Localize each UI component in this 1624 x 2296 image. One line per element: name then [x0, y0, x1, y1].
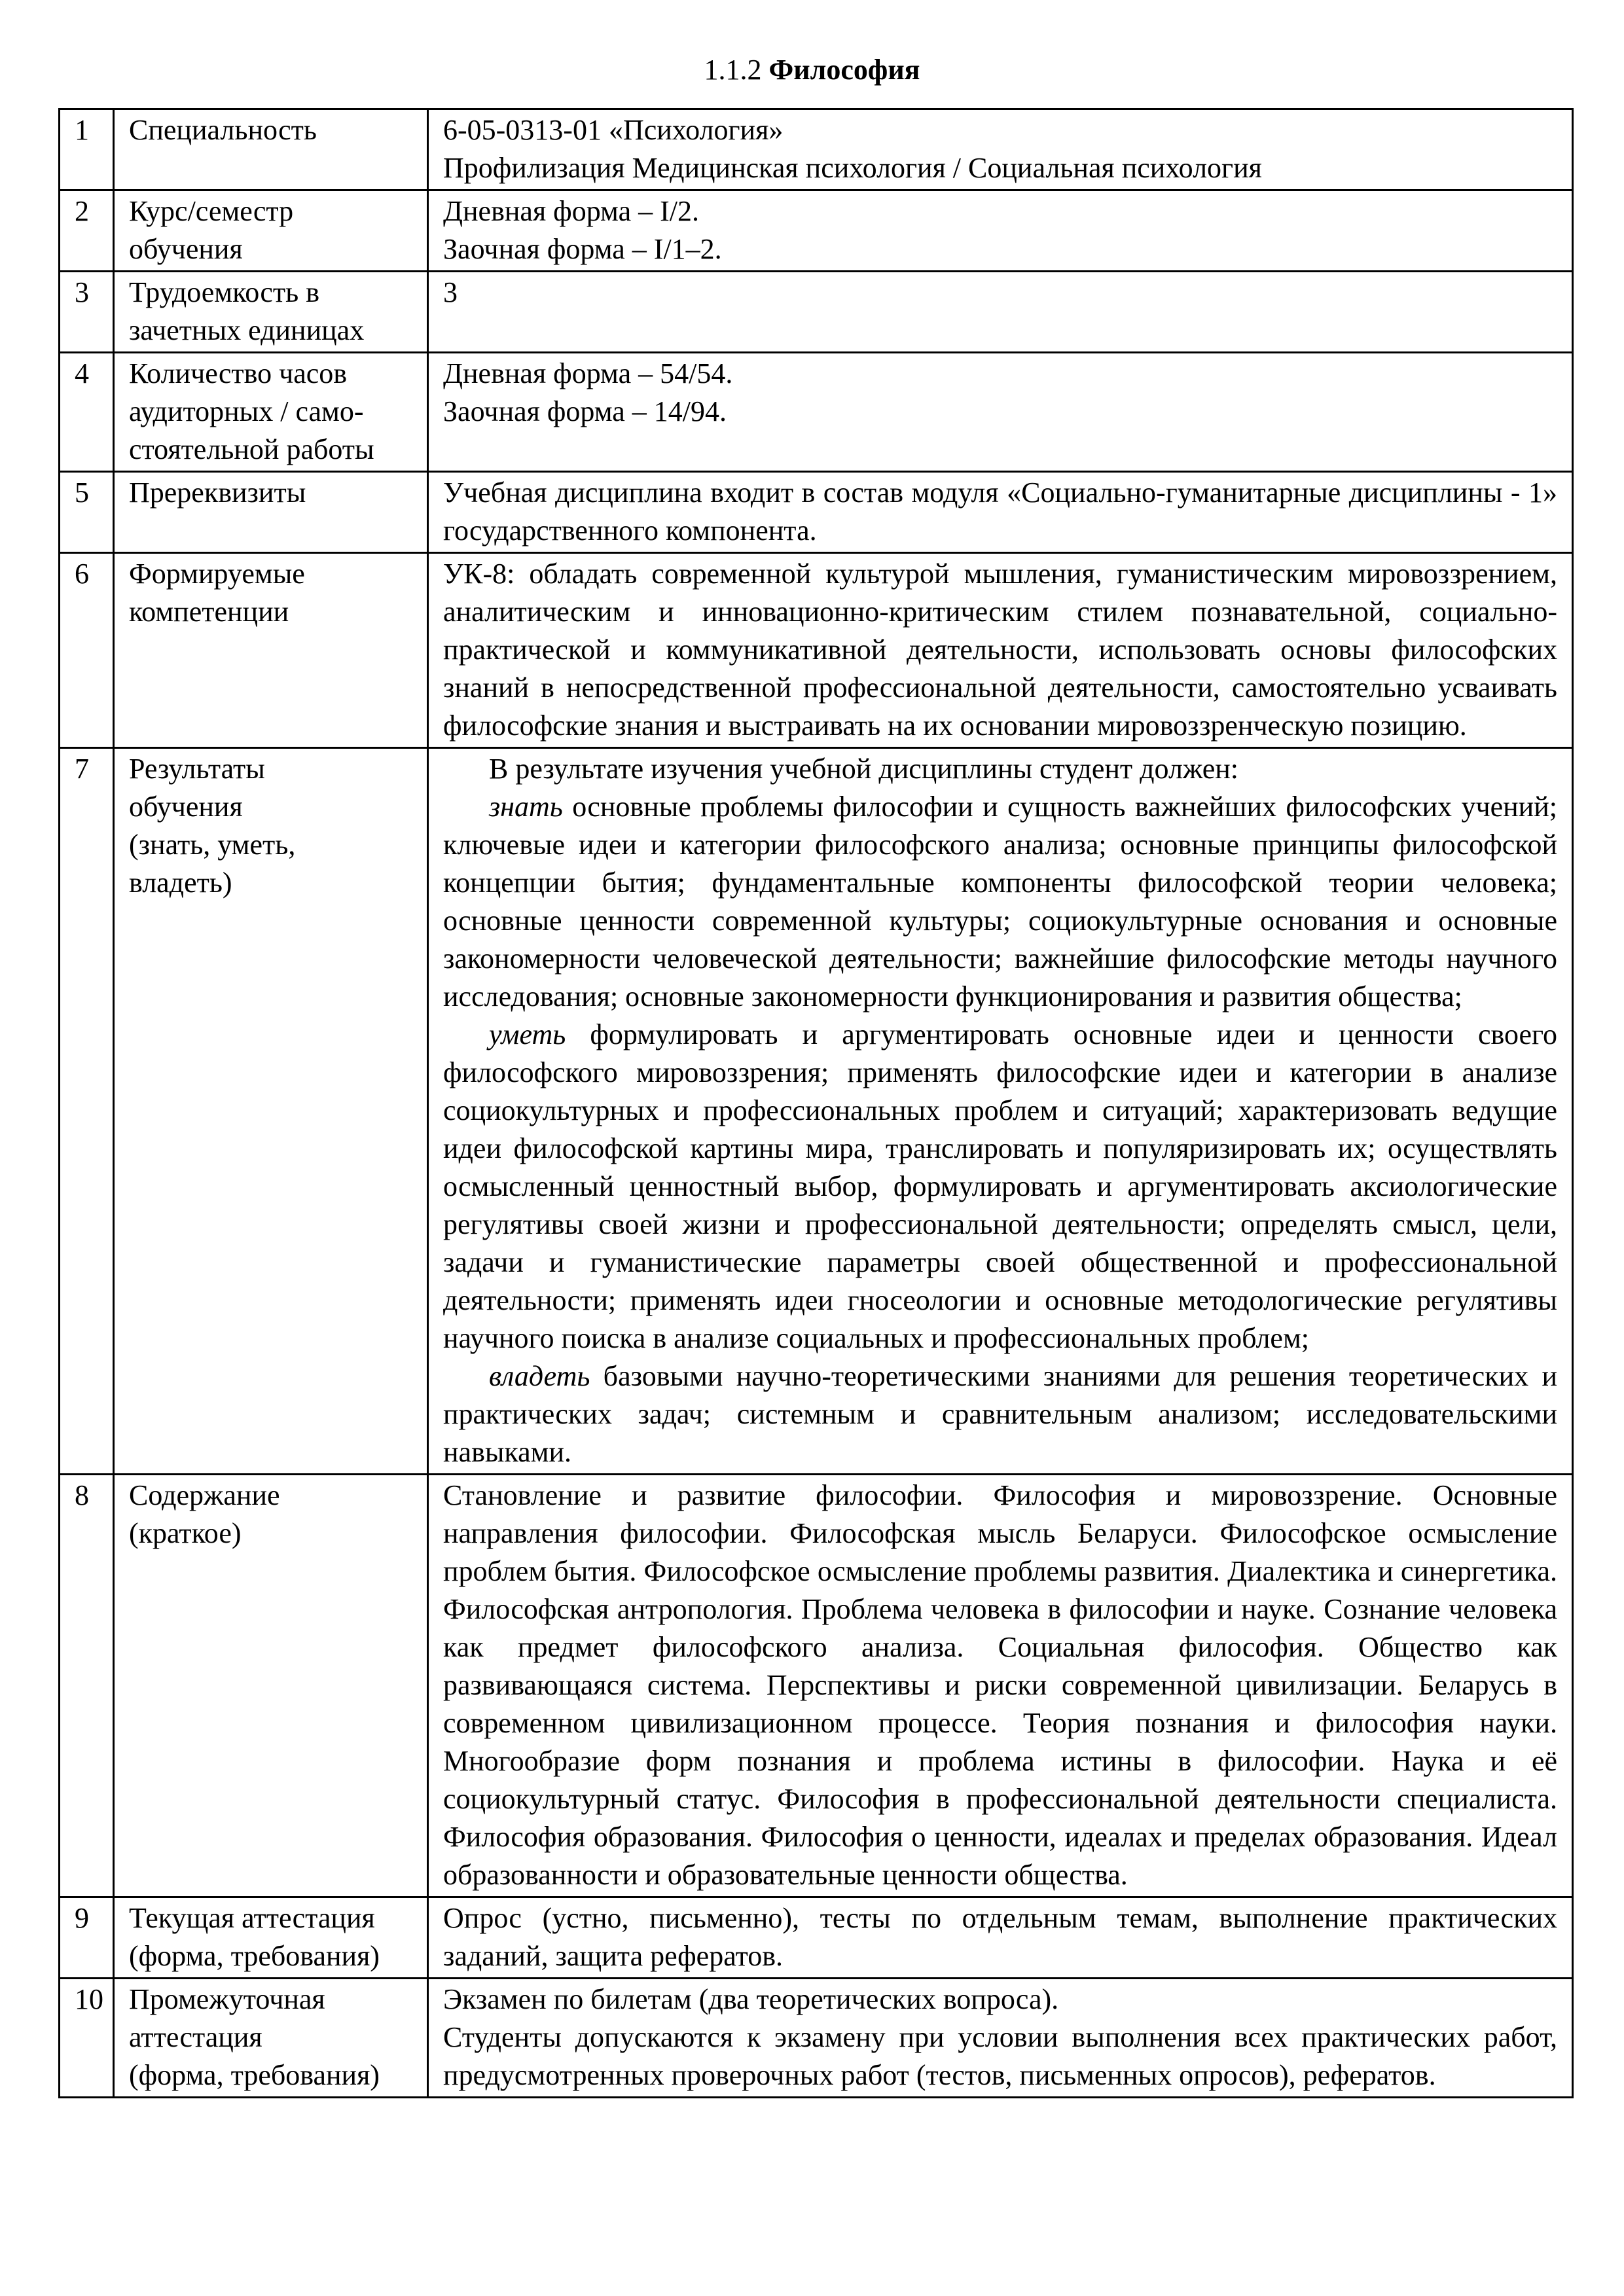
row-content: Учебная дисциплина входит в состав модуля «Социально-гуманитарные дисциплины - 1» государственного компонента.: [428, 472, 1573, 553]
row-content: Экзамен по билетам (два теоретических вопроса). Студенты допускаются к экзамену при условии выполнения всех практических работ, предусмотренных проверочных работ (тестов, письменных опросов), рефератов.: [428, 1979, 1573, 2098]
row-number: 2: [60, 190, 114, 272]
table-row: [60, 553, 1573, 748]
table-row: [60, 472, 1573, 553]
row-content: 6-05-0313-01 «Психология» Профилизация Медицинская психология / Социальная психология: [428, 109, 1573, 190]
row-number: 7: [60, 748, 114, 1475]
row-number: 4: [60, 353, 114, 472]
row-content: 3: [428, 272, 1573, 353]
title-name: Философия: [768, 54, 920, 86]
row-label: Промежуточная аттестация (форма, требования): [114, 1979, 428, 2098]
learning-intro: В результате изучения учебной дисциплины студент должен:: [489, 753, 1239, 785]
table-row: [60, 109, 1573, 190]
learning-own: владеть базовыми научно-теоретическими знаниями для решения теоретических и практических задач; системным и сравнительным анализом; исследовательскими навыками.: [443, 1360, 1557, 1468]
table-row: [60, 1475, 1573, 1897]
row-number: 8: [60, 1475, 114, 1897]
title-number: 1.1.2: [704, 54, 762, 86]
table-row: [60, 190, 1573, 272]
row-number: 5: [60, 472, 114, 553]
row-number: 10: [60, 1979, 114, 2098]
row-label: Количество часов аудиторных / само- стоятельной работы: [114, 353, 428, 472]
row-label: Трудоемкость в зачетных единицах: [114, 272, 428, 353]
row-content: Дневная форма – 54/54. Заочная форма – 14/94.: [428, 353, 1573, 472]
row-label: Результаты обучения (знать, уметь, владеть): [114, 748, 428, 1475]
row-label: Формируемые компетенции: [114, 553, 428, 748]
row-label: Пререквизиты: [114, 472, 428, 553]
table-row: [60, 353, 1573, 472]
row-content: Дневная форма – I/2. Заочная форма – I/1–2.: [428, 190, 1573, 272]
page-title: [0, 51, 1624, 89]
table-row: [60, 748, 1573, 1475]
row-label: Курс/семестр обучения: [114, 190, 428, 272]
row-number: 3: [60, 272, 114, 353]
row-label: Содержание (краткое): [114, 1475, 428, 1897]
row-number: 6: [60, 553, 114, 748]
row-content: [428, 748, 1573, 1475]
row-content: УК-8: обладать современной культурой мышления, гуманистическим мировоззрением, аналитическим и инновационно-критическим стилем познавательной, социально-практической и коммуникативной деятельности, использовать основы философских знаний в непосредственной профессиональной деятельности, самостоятельно усваивать философские знания и выстраивать на их основании мировоззренческую позицию.: [428, 553, 1573, 748]
course-card-table: [58, 108, 1574, 2098]
table-row: [60, 272, 1573, 353]
row-label: Текущая аттестация (форма, требования): [114, 1897, 428, 1979]
learning-know: знать основные проблемы философии и сущность важнейших философских учений; ключевые идеи и категории философского анализа; основные принципы философской концепции бытия; фундаментальные компоненты философской теории человека; основные ценности современной культуры; социокультурные основания и основные закономерности человеческой деятельности; важнейшие философские методы научного исследования; основные закономерности функционирования и развития общества;: [443, 791, 1557, 1013]
row-content: Опрос (устно, письменно), тесты по отдельным темам, выполнение практических заданий, защита рефератов.: [428, 1897, 1573, 1979]
row-number: 1: [60, 109, 114, 190]
row-content: Становление и развитие философии. Философия и мировоззрение. Основные направления философии. Философская мысль Беларуси. Философское осмысление проблем бытия. Философское осмысление проблемы развития. Диалектика и синергетика. Философская антропология. Проблема человека в философии и науке. Сознание человека как предмет философского анализа. Социальная философия. Общество как развивающаяся система. Перспективы и риски современной цивилизации. Беларусь в современном цивилизационном процессе. Теория познания и философия науки. Многообразие форм познания и проблема истины в философии. Наука и её социокультурный статус. Философия в профессиональной деятельности специалиста. Философия образования. Философия о ценности, идеалах и пределах образования. Идеал образованности и образовательные ценности общества.: [428, 1475, 1573, 1897]
row-number: 9: [60, 1897, 114, 1979]
learning-can: уметь формулировать и аргументировать основные идеи и ценности своего философского мировоззрения; применять философские идеи и категории в анализе социокультурных и профессиональных проблем и ситуаций; характеризовать ведущие идеи философской картины мира, транслировать и популяризировать их; осуществлять осмысленный ценностный выбор, формулировать и аргументировать аксиологические регулятивы своей жизни и профессиональной деятельности; определять смысл, цели, задачи и гуманистические параметры своей общественной и профессиональной деятельности; применять идеи гносеологии и основные методологические регулятивы научного поиска в анализе социальных и профессиональных проблем;: [443, 1018, 1557, 1354]
table-row: [60, 1979, 1573, 2098]
row-label: Специальность: [114, 109, 428, 190]
table-row: [60, 1897, 1573, 1979]
